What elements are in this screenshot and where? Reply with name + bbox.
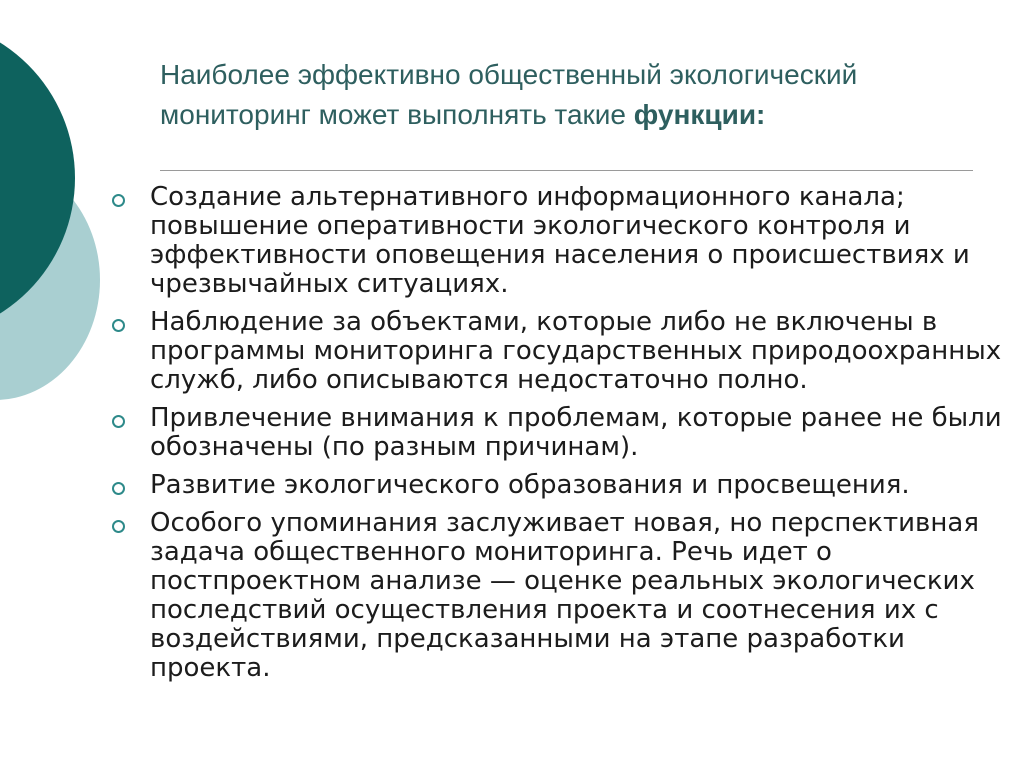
bullet-circle-icon bbox=[112, 482, 125, 495]
bullet-item bbox=[108, 471, 1008, 500]
bullet-circle-icon bbox=[112, 520, 125, 533]
bullet-item bbox=[108, 183, 1008, 299]
slide-title-text: Наиболее эффективно общественный экологический мониторинг может выполнять такие bbox=[160, 59, 858, 130]
slide-title bbox=[160, 55, 940, 135]
bullet-text: Создание альтернативного информационного канала; повышение оперативности экологического контроля и эффективности оповещения населения о происшествиях и чрезвычайных ситуациях. bbox=[150, 182, 970, 299]
bullet-circle-icon bbox=[112, 415, 125, 428]
bullet-item bbox=[108, 509, 1008, 683]
bullet-item bbox=[108, 404, 1008, 462]
bullet-item bbox=[108, 308, 1008, 395]
bullet-text: Особого упоминания заслуживает новая, но перспективная задача общественного мониторинга. Речь идет о постпроектном анализе — оценке реальных экологических последствий осуществления проекта и соотнесения их с воздействиями, предсказанными на этапе разработки проекта. bbox=[150, 508, 979, 683]
title-divider bbox=[160, 170, 973, 171]
bullet-list bbox=[108, 183, 1008, 692]
bullet-circle-icon bbox=[112, 319, 125, 332]
bullet-circle-icon bbox=[112, 194, 125, 207]
bullet-text: Наблюдение за объектами, которые либо не включены в программы мониторинга государственных природоохранных служб, либо описываются недостаточно полно. bbox=[150, 307, 1002, 395]
slide-title-emphasis: функции: bbox=[633, 99, 766, 130]
bullet-text: Развитие экологического образования и просвещения. bbox=[150, 470, 910, 500]
bullet-text: Привлечение внимания к проблемам, которые ранее не были обозначены (по разным причинам). bbox=[150, 403, 1002, 462]
